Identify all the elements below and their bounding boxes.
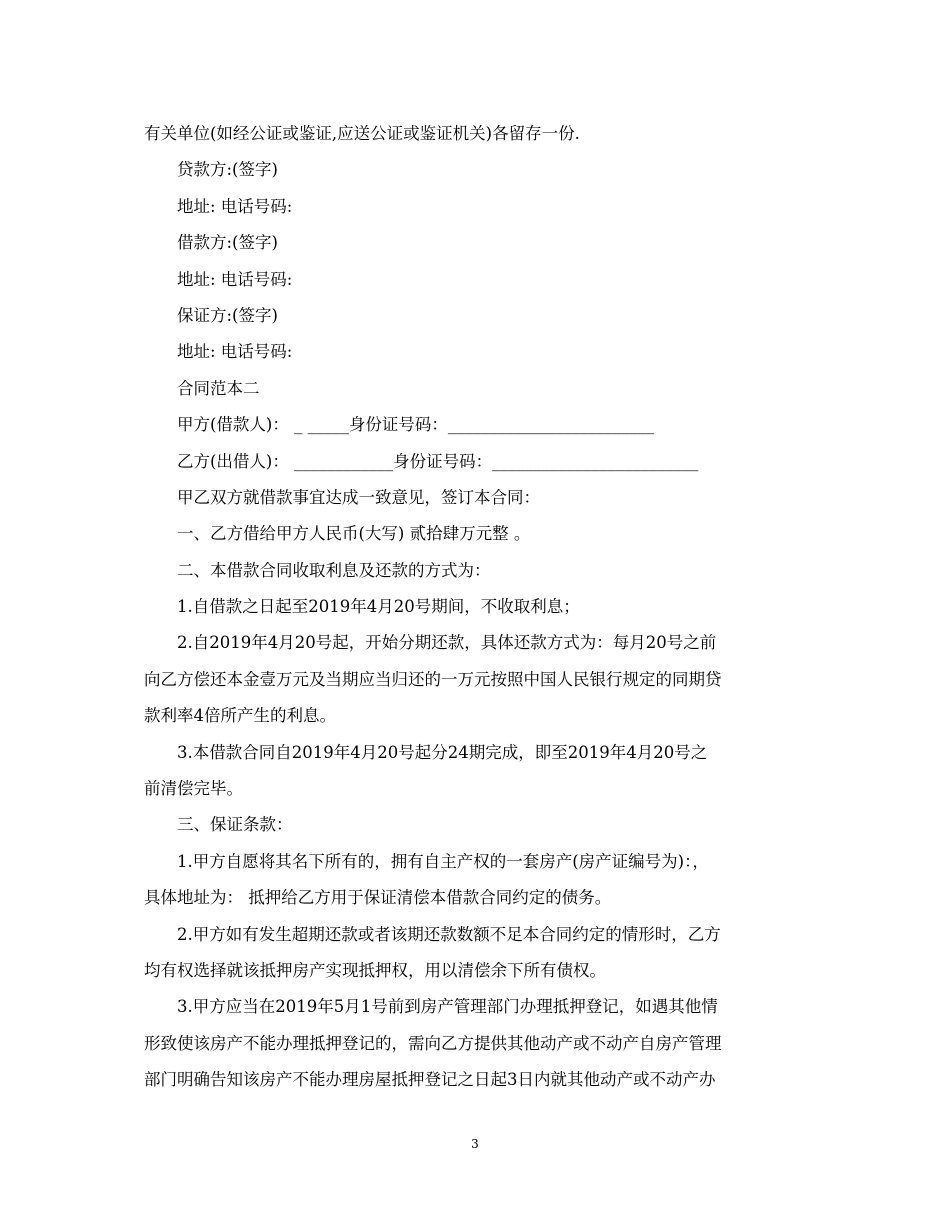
text-line: 合同范本二 bbox=[177, 378, 260, 398]
text-line: 地址: 电话号码: bbox=[177, 269, 293, 289]
text-line: 款利率4倍所产生的利息。 bbox=[144, 706, 336, 726]
text-line: 1.自借款之日起至2019年4月20号期间，不收取利息； bbox=[177, 597, 580, 617]
page-number: 3 bbox=[471, 1137, 479, 1151]
text-line: 二、本借款合同收取利息及还款的方式为： bbox=[177, 560, 491, 580]
text-line: 2.自2019年4月20号起，开始分期还款，具体还款方式为：每月20号之前 bbox=[177, 633, 717, 653]
text-line: 2.甲方如有发生超期还款或者该期还款数额不足本合同约定的情形时，乙方 bbox=[177, 924, 721, 944]
text-line: 向乙方偿还本金壹万元及当期应当归还的一万元按照中国人民银行规定的同期贷 bbox=[144, 669, 722, 689]
document-body bbox=[144, 116, 804, 1099]
text-line: 地址: 电话号码: bbox=[177, 342, 293, 362]
text-line: 均有权选择就该抵押房产实现抵押权，用以清偿余下所有债权。 bbox=[144, 960, 606, 980]
text-line: 甲方(借款人)： _ _____身份证号码：_________________________ bbox=[177, 415, 655, 435]
text-line: 部门明确告知该房产不能办理房屋抵押登记之日起3日内就其他动产或不动产办 bbox=[144, 1070, 716, 1090]
text-line: 借款方:(签字) bbox=[177, 233, 278, 253]
text-line: 贷款方:(签字) bbox=[177, 160, 278, 180]
text-line: 有关单位(如经公证或鉴证,应送公证或鉴证机关)各留存一份. bbox=[144, 124, 580, 143]
text-line: 乙方(出借人)： ____________身份证号码：_________________________ bbox=[177, 451, 699, 471]
text-line: 形致使该房产不能办理抵押登记的，需向乙方提供其他动产或不动产自房产管理 bbox=[144, 1033, 722, 1053]
text-line: 保证方:(签字) bbox=[177, 305, 278, 325]
text-line: 甲乙双方就借款事宜达成一致意见，签订本合同： bbox=[177, 487, 540, 507]
text-line: 具体地址为： 抵押给乙方用于保证清偿本借款合同约定的债务。 bbox=[144, 888, 612, 908]
text-line: 一、乙方借给甲方人民币(大写) 贰拾肆万元整 。 bbox=[177, 524, 531, 544]
text-line: 1.甲方自愿将其名下所有的，拥有自主产权的一套房产(房产证编号为)：， bbox=[177, 851, 709, 871]
text-line: 3.本借款合同自2019年4月20号起分24期完成，即至2019年4月20号之 bbox=[177, 742, 708, 762]
text-line: 地址: 电话号码: bbox=[177, 196, 293, 216]
text-line: 3.甲方应当在2019年5月1号前到房产管理部门办理抵押登记，如遇其他情 bbox=[177, 997, 718, 1017]
text-line: 三、保证条款： bbox=[177, 815, 293, 835]
text-line: 前清偿完毕。 bbox=[144, 779, 243, 799]
